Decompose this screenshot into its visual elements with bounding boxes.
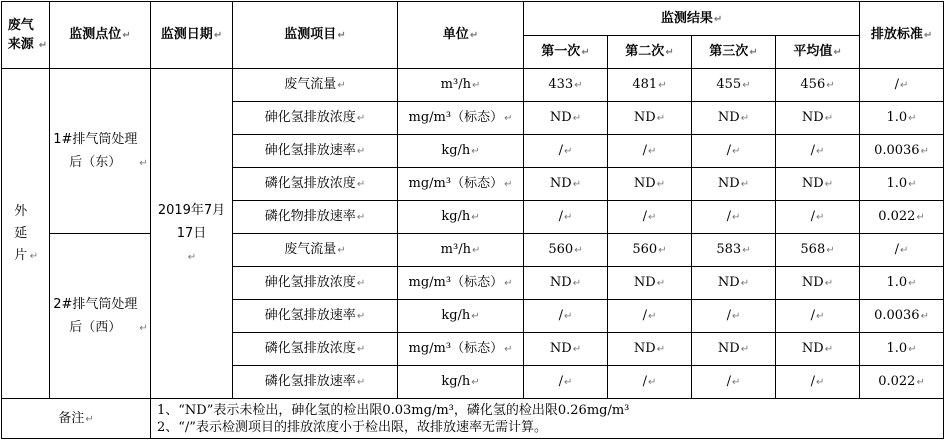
item-cell: 砷化氢排放浓度↵ — [233, 267, 398, 300]
remarks-text — [151, 399, 944, 439]
unit-cell: mg/m³（标态）↵ — [398, 267, 524, 300]
result-3-cell: ND↵ — [692, 267, 776, 300]
result-3-cell: 455↵ — [692, 69, 776, 102]
result-3-cell: /↵ — [692, 366, 776, 399]
standard-cell: 0.022↵ — [860, 366, 944, 399]
table-row — [2, 69, 944, 102]
result-1-cell: /↵ — [524, 366, 608, 399]
standard-cell: /↵ — [860, 234, 944, 267]
point-cell: 2#排气筒处理后（西） ↵ — [50, 234, 151, 399]
result-2-cell: ND↵ — [608, 267, 692, 300]
result-3-cell: 583↵ — [692, 234, 776, 267]
header-row-1 — [2, 2, 944, 36]
unit-cell: kg/h↵ — [398, 300, 524, 333]
unit-cell: kg/h↵ — [398, 201, 524, 234]
table-row — [2, 234, 944, 267]
unit-cell: m³/h↵ — [398, 69, 524, 102]
header-avg: 平均值↵ — [776, 36, 860, 69]
average-cell: ND↵ — [776, 168, 860, 201]
result-3-cell: /↵ — [692, 201, 776, 234]
result-1-cell: /↵ — [524, 201, 608, 234]
header-source: 废气来源 ↵ — [2, 2, 50, 69]
remarks-label: 备注↵ — [2, 399, 151, 439]
result-2-cell: 481↵ — [608, 69, 692, 102]
average-cell: ND↵ — [776, 267, 860, 300]
result-1-cell: /↵ — [524, 300, 608, 333]
average-cell: ND↵ — [776, 102, 860, 135]
remark-line: 2、“/”表示检测项目的排放浓度小于检出限，故排放速率无需计算。 — [157, 419, 547, 435]
result-3-cell: ND↵ — [692, 168, 776, 201]
result-2-cell: 560↵ — [608, 234, 692, 267]
monitoring-results-table — [1, 1, 944, 439]
result-1-cell: 433↵ — [524, 69, 608, 102]
result-1-cell: ND↵ — [524, 102, 608, 135]
result-2-cell: /↵ — [608, 366, 692, 399]
item-cell: 砷化氢排放浓度↵ — [233, 102, 398, 135]
result-2-cell: /↵ — [608, 135, 692, 168]
unit-cell: mg/m³（标态）↵ — [398, 102, 524, 135]
unit-cell: m³/h↵ — [398, 234, 524, 267]
item-cell: 磷化氢排放浓度↵ — [233, 333, 398, 366]
standard-cell: 1.0↵ — [860, 333, 944, 366]
average-cell: /↵ — [776, 135, 860, 168]
header-point: 监测点位↵ — [50, 2, 151, 69]
item-cell: 砷化氢排放速率↵ — [233, 300, 398, 333]
item-cell: 砷化氢排放速率↵ — [233, 135, 398, 168]
header-unit: 单位↵ — [398, 2, 524, 69]
point-cell: 1#排气筒处理后（东） ↵ — [50, 69, 151, 234]
date-cell: 2019年7月17日↵ — [151, 69, 233, 399]
result-1-cell: ND↵ — [524, 168, 608, 201]
average-cell: /↵ — [776, 201, 860, 234]
result-3-cell: /↵ — [692, 135, 776, 168]
result-2-cell: /↵ — [608, 300, 692, 333]
source-cell: 外延片 ↵ — [2, 69, 50, 399]
header-r2: 第二次↵ — [608, 36, 692, 69]
header-r3: 第三次↵ — [692, 36, 776, 69]
header-item: 监测项目↵ — [233, 2, 398, 69]
result-2-cell: /↵ — [608, 201, 692, 234]
item-cell: 废气流量↵ — [233, 69, 398, 102]
average-cell: /↵ — [776, 300, 860, 333]
remarks-row — [2, 399, 944, 439]
standard-cell: 1.0↵ — [860, 168, 944, 201]
item-cell: 磷化氢排放速率↵ — [233, 366, 398, 399]
standard-cell: 0.0036↵ — [860, 300, 944, 333]
result-2-cell: ND↵ — [608, 333, 692, 366]
header-results: 监测结果↵ — [524, 2, 860, 36]
result-1-cell: ND↵ — [524, 333, 608, 366]
item-cell: 磷化物排放速率↵ — [233, 201, 398, 234]
standard-cell: 1.0↵ — [860, 267, 944, 300]
average-cell: 568↵ — [776, 234, 860, 267]
standard-cell: 0.0036↵ — [860, 135, 944, 168]
result-3-cell: ND↵ — [692, 102, 776, 135]
header-date: 监测日期↵ — [151, 2, 233, 69]
unit-cell: mg/m³（标态）↵ — [398, 168, 524, 201]
result-2-cell: ND↵ — [608, 102, 692, 135]
standard-cell: /↵ — [860, 69, 944, 102]
standard-cell: 1.0↵ — [860, 102, 944, 135]
average-cell: ND↵ — [776, 333, 860, 366]
header-r1: 第一次↵ — [524, 36, 608, 69]
standard-cell: 0.022↵ — [860, 201, 944, 234]
unit-cell: kg/h↵ — [398, 366, 524, 399]
average-cell: /↵ — [776, 366, 860, 399]
result-1-cell: /↵ — [524, 135, 608, 168]
result-1-cell: 560↵ — [524, 234, 608, 267]
item-cell: 磷化氢排放浓度↵ — [233, 168, 398, 201]
header-standard: 排放标准↵ — [860, 2, 944, 69]
item-cell: 废气流量↵ — [233, 234, 398, 267]
unit-cell: kg/h↵ — [398, 135, 524, 168]
unit-cell: mg/m³（标态）↵ — [398, 333, 524, 366]
result-1-cell: ND↵ — [524, 267, 608, 300]
result-3-cell: /↵ — [692, 300, 776, 333]
result-2-cell: ND↵ — [608, 168, 692, 201]
average-cell: 456↵ — [776, 69, 860, 102]
result-3-cell: ND↵ — [692, 333, 776, 366]
remark-line: 1、“ND”表示未检出，砷化氢的检出限0.03mg/m³，磷化氢的检出限0.26mg/m³ — [157, 402, 630, 418]
